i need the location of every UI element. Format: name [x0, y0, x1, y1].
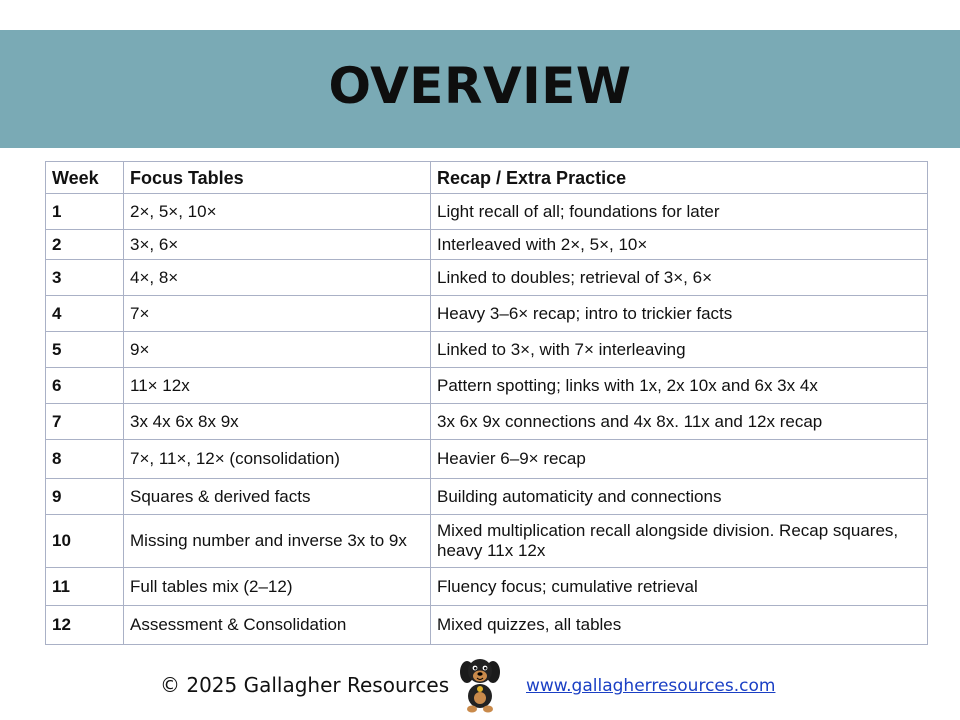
week-cell: 7	[46, 404, 124, 440]
recap-cell: Linked to doubles; retrieval of 3×, 6×	[431, 260, 928, 296]
table-row	[46, 440, 928, 479]
page-title: OVERVIEW	[328, 57, 632, 115]
focus-cell: 4×, 8×	[124, 260, 431, 296]
recap-cell: Mixed quizzes, all tables	[431, 606, 928, 645]
week-cell: 1	[46, 194, 124, 230]
table-row	[46, 404, 928, 440]
table-row	[46, 568, 928, 606]
week-cell: 12	[46, 606, 124, 645]
recap-cell: Light recall of all; foundations for later	[431, 194, 928, 230]
focus-cell: 11× 12x	[124, 368, 431, 404]
week-cell: 8	[46, 440, 124, 479]
week-cell: 11	[46, 568, 124, 606]
recap-cell: Interleaved with 2×, 5×, 10×	[431, 230, 928, 260]
focus-cell: 9×	[124, 332, 431, 368]
table-row	[46, 194, 928, 230]
recap-cell: Pattern spotting; links with 1x, 2x 10x and 6x 3x 4x	[431, 368, 928, 404]
week-cell: 3	[46, 260, 124, 296]
focus-cell: 7×, 11×, 12× (consolidation)	[124, 440, 431, 479]
recap-cell: 3x 6x 9x connections and 4x 8x. 11x and 12x recap	[431, 404, 928, 440]
focus-cell: 3×, 6×	[124, 230, 431, 260]
week-cell: 9	[46, 479, 124, 515]
recap-cell: Linked to 3×, with 7× interleaving	[431, 332, 928, 368]
week-cell: 6	[46, 368, 124, 404]
recap-cell: Heavier 6–9× recap	[431, 440, 928, 479]
week-cell: 10	[46, 515, 124, 568]
column-header-week: Week	[46, 162, 124, 194]
copyright-text: © 2025 Gallagher Resources	[160, 673, 450, 697]
table-row	[46, 606, 928, 645]
focus-cell: Squares & derived facts	[124, 479, 431, 515]
focus-cell: Missing number and inverse 3x to 9x	[124, 515, 431, 568]
recap-cell: Heavy 3–6× recap; intro to trickier facts	[431, 296, 928, 332]
recap-cell: Building automaticity and connections	[431, 479, 928, 515]
recap-cell: Mixed multiplication recall alongside division. Recap squares, heavy 11x 12x	[431, 515, 928, 568]
puppy-mascot-icon	[458, 656, 502, 714]
focus-cell: Full tables mix (2–12)	[124, 568, 431, 606]
table-row	[46, 260, 928, 296]
focus-cell: 3x 4x 6x 8x 9x	[124, 404, 431, 440]
title-banner	[0, 30, 960, 148]
column-header-focus: Focus Tables	[124, 162, 431, 194]
recap-cell: Fluency focus; cumulative retrieval	[431, 568, 928, 606]
week-cell: 4	[46, 296, 124, 332]
table-row	[46, 296, 928, 332]
table-header-row	[46, 162, 928, 194]
table-row	[46, 368, 928, 404]
table-row	[46, 479, 928, 515]
week-cell: 5	[46, 332, 124, 368]
table-row	[46, 332, 928, 368]
column-header-recap: Recap / Extra Practice	[431, 162, 928, 194]
focus-cell: 7×	[124, 296, 431, 332]
focus-cell: 2×, 5×, 10×	[124, 194, 431, 230]
focus-cell: Assessment & Consolidation	[124, 606, 431, 645]
table-row	[46, 515, 928, 568]
table-row	[46, 230, 928, 260]
week-cell: 2	[46, 230, 124, 260]
overview-table	[45, 161, 928, 645]
website-link[interactable]: www.gallagherresources.com	[526, 676, 776, 696]
